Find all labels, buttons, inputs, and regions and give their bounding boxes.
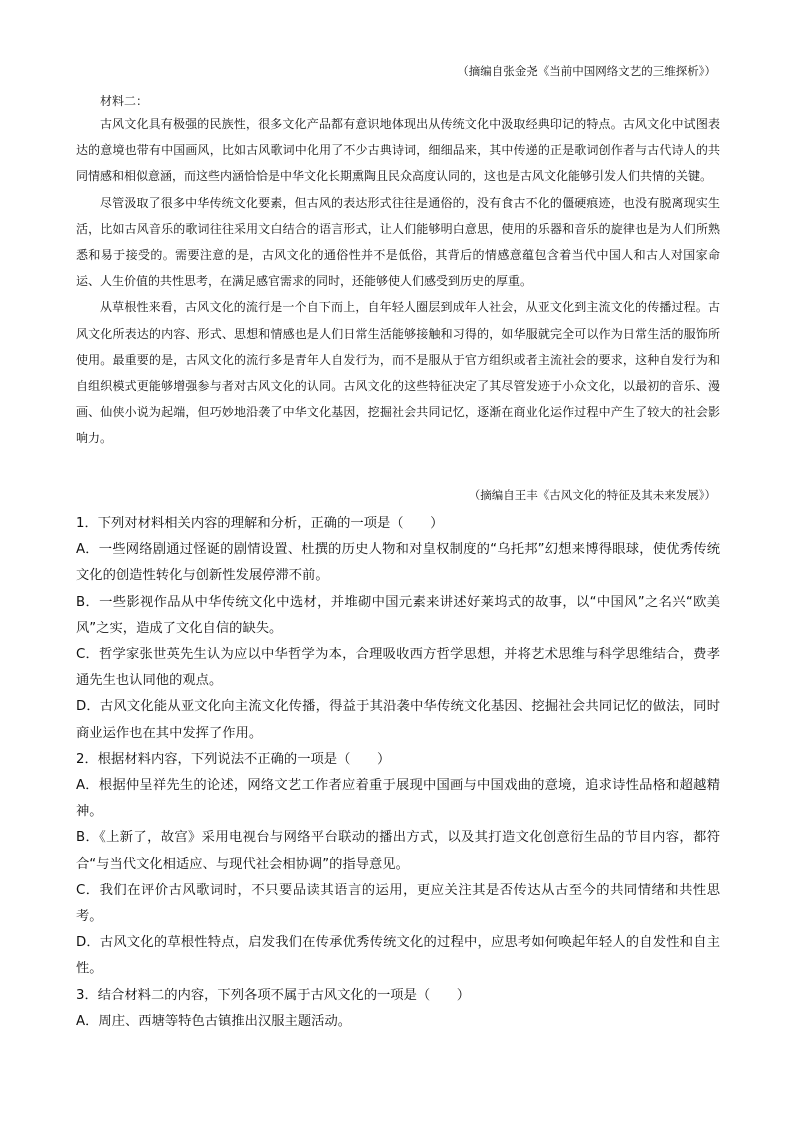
question-2-option-a: A．根据仲呈祥先生的论述，网络文艺工作者应着重于展现中国画与中国戏曲的意境，追求诗性品格和超越精神。 [76,778,720,820]
question-1-stem: 1．下列对材料相关内容的理解和分析，正确的一项是（ ） [76,516,444,531]
source-citation-1: （摘编自张金尧《当前中国网络文艺的三维探析》） [457,64,716,78]
material-2-paragraph: 古风文化具有极强的民族性，很多文化产品都有意识地体现出从传统文化中汲取经典印记的特点。古风文化中试图表达的意境也带有中国画风，比如古风歌词中化用了不少古典诗词，细细品来，其中传递的正是歌词创作者与古代诗人的共同情感和相似意涵，而这些内涵恰恰是中华文化长期熏陶且民众高度认同的，这也是古风文化能够引发人们共情的关键。 [76,117,720,184]
question-1-option-d: D．古风文化能从亚文化向主流文化传播，得益于其沿袭中华传统文化基因、挖掘社会共同记忆的做法，同时商业运作也在其中发挥了作用。 [76,699,720,741]
material-2-paragraph: 尽管汲取了很多中华传统文化要素，但古风的表达形式往往是通俗的，没有食古不化的僵硬痕迹，也没有脱离现实生活，比如古风音乐的歌词往往采用文白结合的语言形式，让人们能够明白意思，使用的乐器和音乐的旋律也是为人们所熟悉和易于接受的。需要注意的是，古风文化的通俗性并不是低俗，其背后的情感意蕴包含着当代中国人和古人对国家命运、人生价值的共性思考，在满足感官需求的同时，还能够使人们感受到历史的厚重。 [76,195,720,289]
question-3-stem: 3．结合材料二的内容，下列各项不属于古风文化的一项是（ ） [76,987,471,1003]
question-2-option-b: B．《上新了，故宫》采用电视台与网络平台联动的播出方式，以及其打造文化创意衍生品的节目内容，都符合“与当代文化相适应、与现代社会相协调”的指导意见。 [76,830,720,872]
question-2-option-c: C．我们在评价古风歌词时，不只要品读其语言的运用，更应关注其是否传达从古至今的共同情绪和共性思考。 [76,882,720,925]
question-1-option-a: A．一些网络剧通过怪诞的剧情设置、杜撰的历史人物和对皇权制度的“乌托邦”幻想来博得眼球，使优秀传统文化的创造性转化与创新性发展停滞不前。 [76,542,720,584]
question-3-option-a: A．周庄、西塘等特色古镇推出汉服主题活动。 [76,1013,352,1029]
material-2-body [76,111,720,452]
material-2-paragraph: 从草根性来看，古风文化的流行是一个自下而上，自年轻人圈层到成年人社会，从亚文化到主流文化的传播过程。古风文化所表达的内容、形式、思想和情感也是人们日常生活能够接触和习得的，如华服就完全可以作为日常生活的服饰所使用。最重要的是，古风文化的流行多是青年人自发行为，而不是服从于官方组织或者主流社会的要求，这种自发行为和自组织模式更能够增强参与者对古风文化的认同。古风文化的这些特征决定了其尽管发迹于小众文化，以最初的音乐、漫画、仙侠小说为起端，但巧妙地沿袭了中华文化基因，挖掘社会共同记忆，逐渐在商业化运作过程中产生了较大的社会影响力。 [76,300,720,446]
material-2-title: 材料二： [100,94,149,108]
question-2-option-d: D．古风文化的草根性特点，启发我们在传承优秀传统文化的过程中，应思考如何唤起年轻人的自发性和自主性。 [76,935,720,977]
question-1-option-b: B．一些影视作品从中华传统文化中选材，并堆砌中国元素来讲述好莱坞式的故事，以“中国风”之名兴“欧美风”之实，造成了文化自信的缺失。 [76,594,720,636]
source-citation-2: （摘编自王丰《古风文化的特征及其未来发展》） [468,488,716,502]
question-2-stem: 2．根据材料内容，下列说法不正确的一项是（ ） [76,751,391,767]
question-list [76,511,720,1035]
question-1-option-c: C．哲学家张世英先生认为应以中华哲学为本，合理吸收西方哲学思想，并将艺术思维与科学思维结合，费孝通先生也认同他的观点。 [76,647,720,689]
